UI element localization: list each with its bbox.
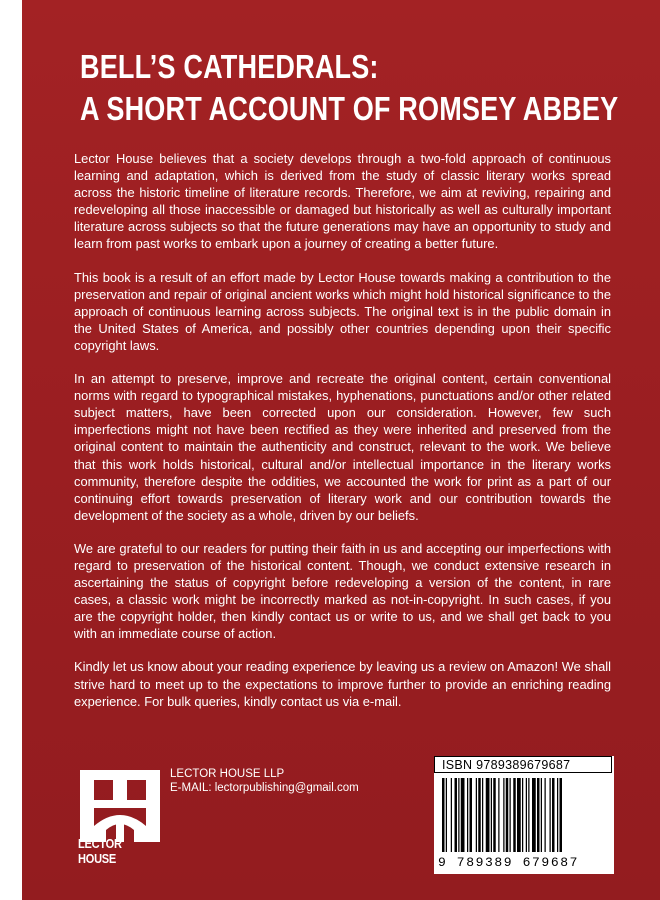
isbn-label: ISBN 9789389679687 (442, 758, 571, 772)
isbn-barcode (434, 756, 614, 874)
back-cover (22, 0, 660, 900)
paragraph-4: We are grateful to our readers for putting their faith in us and accepting our imperfections with regard to preservation of the historical content. Though, we conduct extensive research in ascertaining the status of copyright before redeveloping a version of the content, in rare cases, a classic work might be incorrectly marked as not-in-copyright. In such cases, if you are the copyright holder, then kindly contact us or write to us, and we shall get back to you with an immediate course of action. (74, 540, 611, 642)
book-title (80, 46, 619, 130)
paragraph-2: This book is a result of an effort made by Lector House towards making a contribution to the preservation and repair of original ancient works which might hold historical significance to the approach of continuous learning across subjects. The original text is in the public domain in the United States of America, and possibly other countries depending upon their specific copyright laws. (74, 269, 611, 353)
publisher-info (170, 767, 359, 795)
paragraph-3: In an attempt to preserve, improve and recreate the original content, certain conventional norms with regard to typographical mistakes, hyphenations, punctuations and/or other related subject matters, have been corrected upon our consideration. However, few such imperfections might not have been rectified as they were inherited and preserved from the original content to maintain the authenticity and construct, relevant to the work. We believe that this work holds historical, cultural and/or intellectual importance in the literary works community, therefore despite the oddities, we accounted the work for print as a part of our continuing effort towards preservation of literary work and our contribution towards the development of the society as a whole, driven by our beliefs. (74, 371, 611, 523)
blurb-text (74, 150, 611, 726)
logo-caption: LECTOR HOUSE (78, 836, 122, 866)
publisher-name: LECTOR HOUSE LLP (170, 768, 285, 780)
publisher-email: E-MAIL: lectorpublishing@gmail.com (170, 782, 359, 794)
paragraph-5: Kindly let us know about your reading experience by leaving us a review on Amazon! We shall strive hard to meet up to the expectations to improve further to provide an enriching reading experience. For bulk queries, kindly contact us via e-mail. (74, 659, 611, 709)
barcode-bars (440, 778, 608, 854)
barcode-digits: 9 789389 679687 (438, 855, 580, 870)
title-line-2: A SHORT ACCOUNT OF ROMSEY ABBEY (80, 90, 619, 127)
title-line-1: BELL’S CATHEDRALS: (80, 48, 379, 85)
paragraph-1: Lector House believes that a society develops through a two-fold approach of continuous learning and adaptation, which is derived from the study of classic literary works spread across the historic timeline of literature records. Therefore, we aim at reviving, repairing and redeveloping all those inaccessible or damaged but historically as well as culturally important literature across subjects so that the future generations may have an opportunity to study and learn from past works to embark upon a journey of creating a better future. (74, 151, 611, 252)
